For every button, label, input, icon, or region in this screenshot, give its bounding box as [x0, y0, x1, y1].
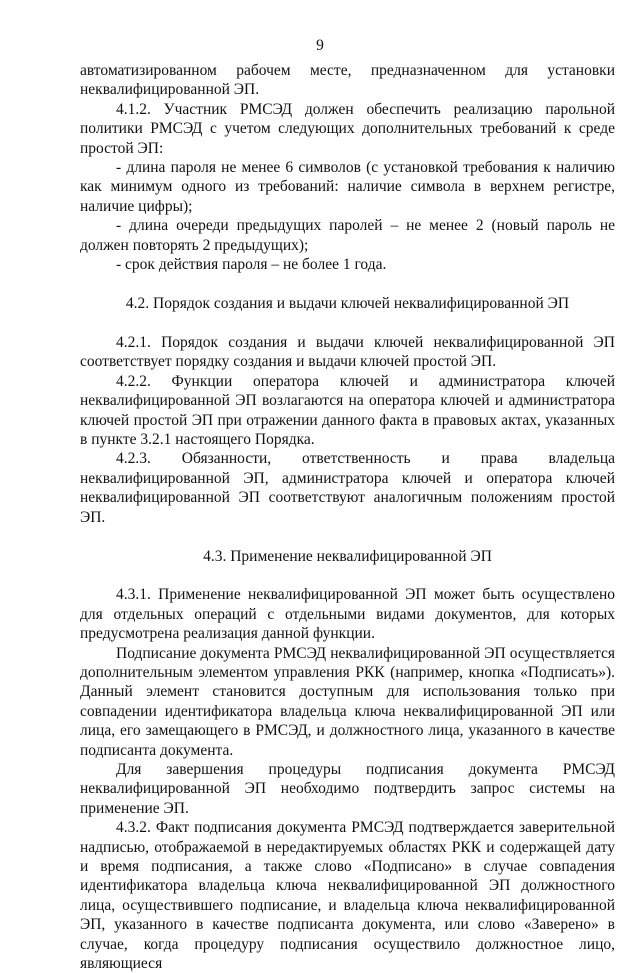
list-item-password-expiry: - срок действия пароля – не более 1 года.: [116, 256, 387, 274]
paragraph-4-1-2: 4.1.2. Участник РМСЭД должен обеспечить реализацию парольной политики РМСЭД с учетом следующих дополнительных требований к среде простой ЭП:: [80, 100, 615, 157]
paragraph-continuation: автоматизированном рабочем месте, предназначенном для установки неквалифицированной ЭП.: [80, 62, 615, 99]
paragraph-4-2-1: 4.2.1. Порядок создания и выдачи ключей неквалифицированной ЭП соответствует порядку создания и выдачи ключей простой ЭП.: [80, 333, 615, 371]
list-item-password-history: - длина очереди предыдущих паролей – не менее 2 (новый пароль не должен повторять 2 предыдущих);: [80, 217, 615, 254]
page-number: 9: [316, 37, 324, 54]
document-body: [80, 61, 615, 973]
paragraph-4-3-2: 4.3.2. Факт подписания документа РМСЭД подтверждается заверительной надписью, отображаемой в нередактируемых областях РКК и содержащей дату и время подписания, а также слово «Подписано» в случае совпадения идентификатора владельца ключа неквалифицированной ЭП должностного лица, осуществившего подписание, и владельца ключа неквалифицированной ЭП, указанного в качестве подписанта документа, или слово «Заверено» в случае, когда процедуру подписания осуществило должностное лицо, являющиеся: [80, 819, 615, 973]
paragraph-4-2-2: 4.2.2. Функции оператора ключей и администратора ключей неквалифицированной ЭП возлагаются на оператора ключей и администратора ключей простой ЭП при отражении данного факта в правовых актах, указанных в пункте 3.2.1 настоящего Порядка.: [80, 372, 615, 448]
paragraph-signing-confirmation: Для завершения процедуры подписания документа РМСЭД неквалифицированной ЭП необходимо подтвердить запрос системы на применение ЭП.: [80, 761, 615, 817]
paragraph-signing: Подписание документа РМСЭД неквалифицированной ЭП осуществляется дополнительным элементом управления РКК (например, кнопка «Подписать»). Данный элемент становится доступным для использования только при совпадении идентификатора владельца ключа неквалифицированной ЭП или лица, его замещающего в РМСЭД, и должностного лица, указанного в качестве подписанта документа.: [80, 644, 615, 759]
paragraph-4-3-1: 4.3.1. Применение неквалифицированной ЭП может быть осуществлено для отдельных операций с отдельными видами документов, для которых предусмотрена реализация данной функции.: [80, 586, 615, 643]
section-heading-4-3: 4.3. Применение неквалифицированной ЭП: [203, 547, 492, 565]
paragraph-4-2-3: 4.2.3. Обязанности, ответственность и права владельца неквалифицированной ЭП, администратора ключей и оператора ключей неквалифицированной ЭП соответствуют аналогичным положениям простой ЭП.: [80, 450, 615, 526]
list-item-password-length: - длина пароля не менее 6 символов (с установкой требования к наличию как минимум одного из требований: наличие символа в верхнем регистре, наличие цифры);: [80, 159, 615, 215]
section-heading-4-2: 4.2. Порядок создания и выдачи ключей неквалифицированной ЭП: [125, 295, 570, 313]
